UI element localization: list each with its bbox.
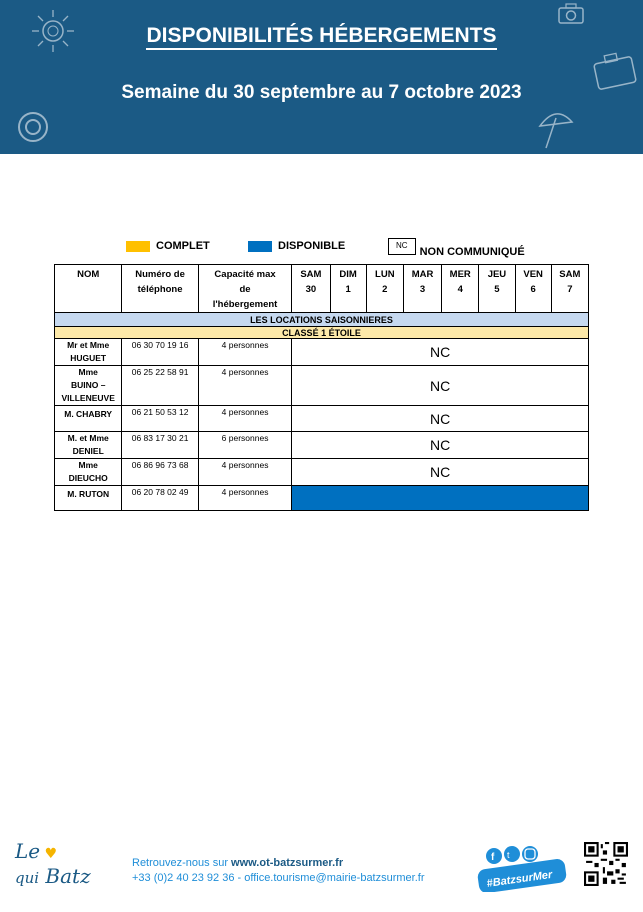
table-row bbox=[55, 406, 589, 432]
row-capacity: 4 personnes bbox=[198, 459, 292, 486]
svg-text:t: t bbox=[507, 850, 510, 860]
page-title: DISPONIBILITÉS HÉBERGEMENTS bbox=[0, 24, 643, 48]
complete-swatch bbox=[126, 241, 150, 252]
footer-contact-line: +33 (0)2 40 23 92 36 - office.tourisme@mairie-batzsurmer.fr bbox=[132, 872, 425, 884]
page-subtitle: Semaine du 30 septembre au 7 octobre 2023 bbox=[121, 82, 522, 103]
availability-table bbox=[54, 264, 589, 511]
table-row bbox=[55, 459, 589, 486]
col-day: SAM 7 bbox=[551, 265, 588, 313]
row-capacity: 4 personnes bbox=[198, 486, 292, 511]
col-name: NOM bbox=[55, 265, 122, 313]
row-capacity: 4 personnes bbox=[198, 366, 292, 406]
row-status: NC bbox=[292, 459, 589, 486]
row-name: Mr et Mme HUGUET bbox=[55, 339, 122, 366]
row-capacity: 6 personnes bbox=[198, 432, 292, 459]
row-phone: 06 21 50 53 12 bbox=[122, 406, 198, 432]
row-status-available bbox=[292, 486, 589, 511]
table-row bbox=[55, 432, 589, 459]
umbrella-icon bbox=[536, 108, 576, 150]
row-name: Mme DIEUCHO bbox=[55, 459, 122, 486]
hashtag-text: #BatzsurMer bbox=[485, 868, 553, 890]
row-capacity: 4 personnes bbox=[198, 406, 292, 432]
col-phone: Numéro de téléphone bbox=[122, 265, 198, 313]
table-row bbox=[55, 339, 589, 366]
row-phone: 06 83 17 30 21 bbox=[122, 432, 198, 459]
svg-text:f: f bbox=[491, 852, 495, 863]
row-phone: 06 86 96 73 68 bbox=[122, 459, 198, 486]
row-status: NC bbox=[292, 406, 589, 432]
row-name: M. CHABRY bbox=[55, 406, 122, 432]
row-phone: 06 25 22 58 91 bbox=[122, 366, 198, 406]
col-day: SAM 30 bbox=[292, 265, 330, 313]
legend-nc-label: NON COMMUNIQUÉ bbox=[419, 246, 525, 258]
footer-website-line: Retrouvez-nous sur www.ot-batzsurmer.fr bbox=[132, 857, 344, 869]
row-status: NC bbox=[292, 366, 589, 406]
col-day: DIM 1 bbox=[330, 265, 366, 313]
col-day: MAR 3 bbox=[403, 265, 441, 313]
col-day: JEU 5 bbox=[479, 265, 515, 313]
row-name: M. RUTON bbox=[55, 486, 122, 511]
row-phone: 06 30 70 19 16 bbox=[122, 339, 198, 366]
heart-icon: ♥ bbox=[40, 846, 58, 862]
legend-available-label: DISPONIBLE bbox=[278, 240, 346, 252]
row-status: NC bbox=[292, 339, 589, 366]
class-header: CLASSÉ 1 ÉTOILE bbox=[55, 327, 589, 339]
row-name: M. et Mme DENIEL bbox=[55, 432, 122, 459]
legend-available bbox=[248, 240, 345, 252]
col-day: VEN 6 bbox=[515, 265, 551, 313]
col-capacity: Capacité max de l'hébergement bbox=[198, 265, 292, 313]
row-name: Mme BUINO – VILLENEUVE bbox=[55, 366, 122, 406]
legend bbox=[0, 232, 643, 258]
table-row bbox=[55, 486, 589, 511]
col-day: MER 4 bbox=[442, 265, 479, 313]
qr-code[interactable] bbox=[584, 842, 628, 886]
available-swatch bbox=[248, 241, 272, 252]
header-banner bbox=[0, 0, 643, 154]
section-header: LES LOCATIONS SAISONNIERES bbox=[55, 313, 589, 327]
header-row bbox=[55, 265, 589, 313]
legend-complete-label: COMPLET bbox=[156, 240, 210, 252]
lifebuoy-icon bbox=[16, 110, 50, 144]
logo: Le ♥ qui Batz bbox=[15, 839, 91, 888]
nc-box: NC bbox=[388, 238, 416, 255]
legend-nc bbox=[388, 232, 525, 260]
legend-complete bbox=[126, 240, 210, 252]
col-day: LUN 2 bbox=[366, 265, 403, 313]
footer bbox=[0, 820, 643, 912]
row-capacity: 4 personnes bbox=[198, 339, 292, 366]
table-row bbox=[55, 366, 589, 406]
website-link[interactable]: www.ot-batzsurmer.fr bbox=[231, 857, 344, 869]
camera-icon bbox=[556, 2, 586, 26]
row-status: NC bbox=[292, 432, 589, 459]
row-phone: 06 20 78 02 49 bbox=[122, 486, 198, 511]
social-badge bbox=[476, 844, 568, 892]
